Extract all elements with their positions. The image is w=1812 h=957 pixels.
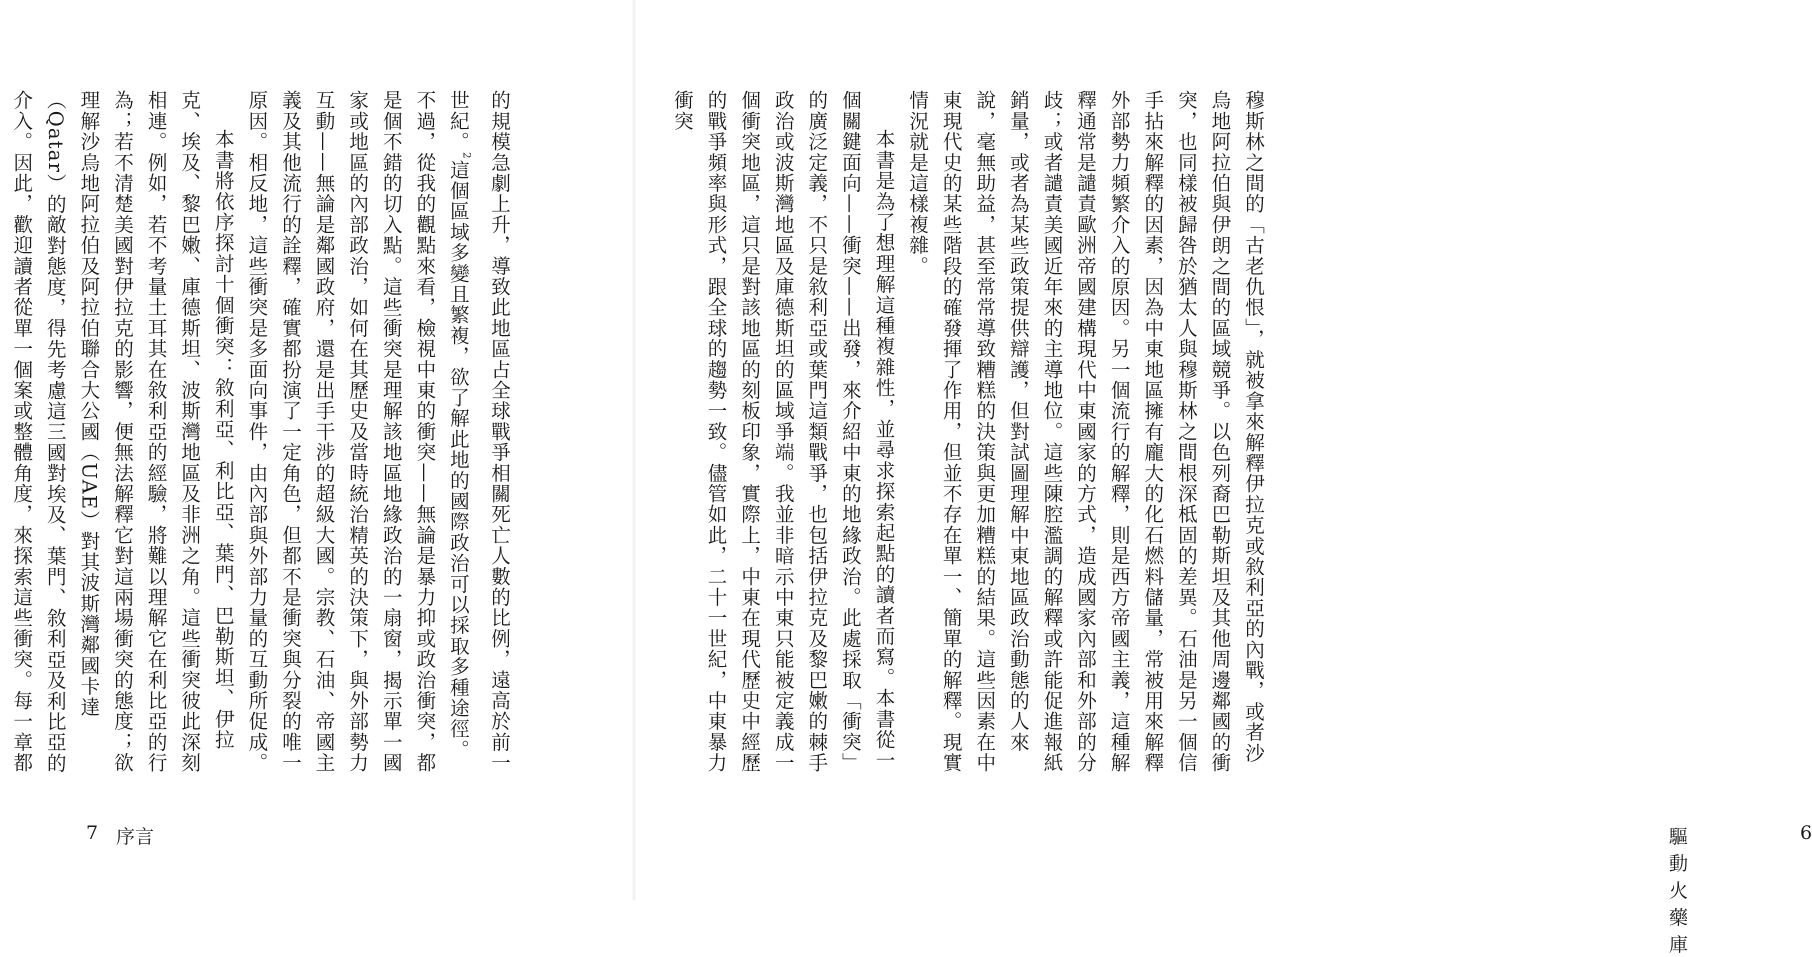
paragraph: 穆斯林之間的「古老仇恨」，就被拿來解釋伊拉克或敘利亞的內戰，或者沙烏地阿拉伯與伊朗之間的區域競爭。以色列裔巴勒斯坦及其他周邊鄰國的衝突，也同樣被歸咎於猶太人與穆斯林之間根深柢固的差異。石油是另一個信手拈來解釋的因素，因為中東地區擁有龐大的化石燃料儲量，常被用來解釋外部勢力頻繁介入的原因。另一個流行的解釋，則是西方帝國主義，這種解釋通常是譴責歐洲帝國建構現代中東國家的方式，造成國家內部和外部的分歧；或者譴責美國近年來的主導地位。這些陳腔濫調的解釋或許能促進報紙銷量，或者為某些政策提供辯護，但對試圖理解中東地區政治動態的人來說，毫無助益，甚至常常導致糟糕的決策與更加糟糕的結果。這些因素在中東現代史的某些階段的確發揮了作用，但並不存在單一、簡單的解釋。現實情況就是這樣複雜。 — [906, 90, 1265, 774]
running-header: 驅動火藥庫 — [1669, 826, 1689, 956]
page-number: 6 — [1800, 822, 1812, 844]
left-page-body — [10, 90, 516, 780]
page-number: 7 — [86, 822, 99, 844]
right-page — [634, 0, 1812, 956]
paragraph: 本書將依序探討十個衝突：敘利亞、利比亞、葉門、巴勒斯坦、伊拉克、埃及、黎巴嫩、庫德斯坦、波斯灣地區及非洲之角。這些衝突彼此深刻相連。例如，若不考量土耳其在敘利亞的經驗，將難以理解它在利比亞的行為；若不清楚美國對伊拉克的影響，便無法解釋它對這兩場衝突的態度；欲理解沙烏地阿拉伯及阿拉伯聯合大公國（UAE）對其波斯灣鄰國卡達（Qatar）的敵對態度，得先考慮這三國對埃及、葉門、敘利亞及利比亞的介入。因此，歡迎讀者從單一個案或整體角度，來探索這些衝突。每一章都 — [10, 90, 235, 774]
right-page-body — [670, 90, 1270, 780]
footnote-marker[interactable]: 2 — [460, 152, 472, 160]
left-page — [0, 0, 634, 900]
paragraph: 的規模急劇上升，導致此地區占全球戰爭相關死亡人數的比例，遠高於前一世紀。$^2$這個區域多變且繁複，欲了解此地的國際政治可以採取多種途徑。不過，從我的觀點來看，檢視中東的衝突——無論是暴力抑或政治衝突，都是個不錯的切入點。這些衝突是理解該地區地緣政治的一扇窗，揭示單一國家或地區的內部政治，如何在其歷史及當時統治精英的決策下，與外部勢力互動——無論是鄰國政府，還是出手干涉的超級大國。宗教、石油、帝國主義及其他流行的詮釋，確實都扮演了一定角色，但都不是衝突與分裂的唯一原因。相反地，這些衝突是多面向事件，由內部與外部力量的互動所促成。 — [245, 90, 511, 774]
running-header: 序言 — [116, 826, 155, 848]
paragraph: 本書是為了想理解這種複雜性，並尋求探索起點的讀者而寫。本書從一個關鍵面向——衝突——出發，來介紹中東的地緣政治。此處採取「衝突」的廣泛定義，不只是敘利亞或葉門這類戰爭，也包括伊拉克及黎巴嫩的棘手政治或波斯灣地區及庫德斯坦的區域爭端。我並非暗示中東只能被定義成一個衝突地區，這只是對該地區的刻板印象，實際上，中東在現代歷史中經歷的戰爭頻率與形式，跟全球的趨勢一致。儘管如此，二十一世紀，中東暴力衝突 — [670, 90, 896, 774]
